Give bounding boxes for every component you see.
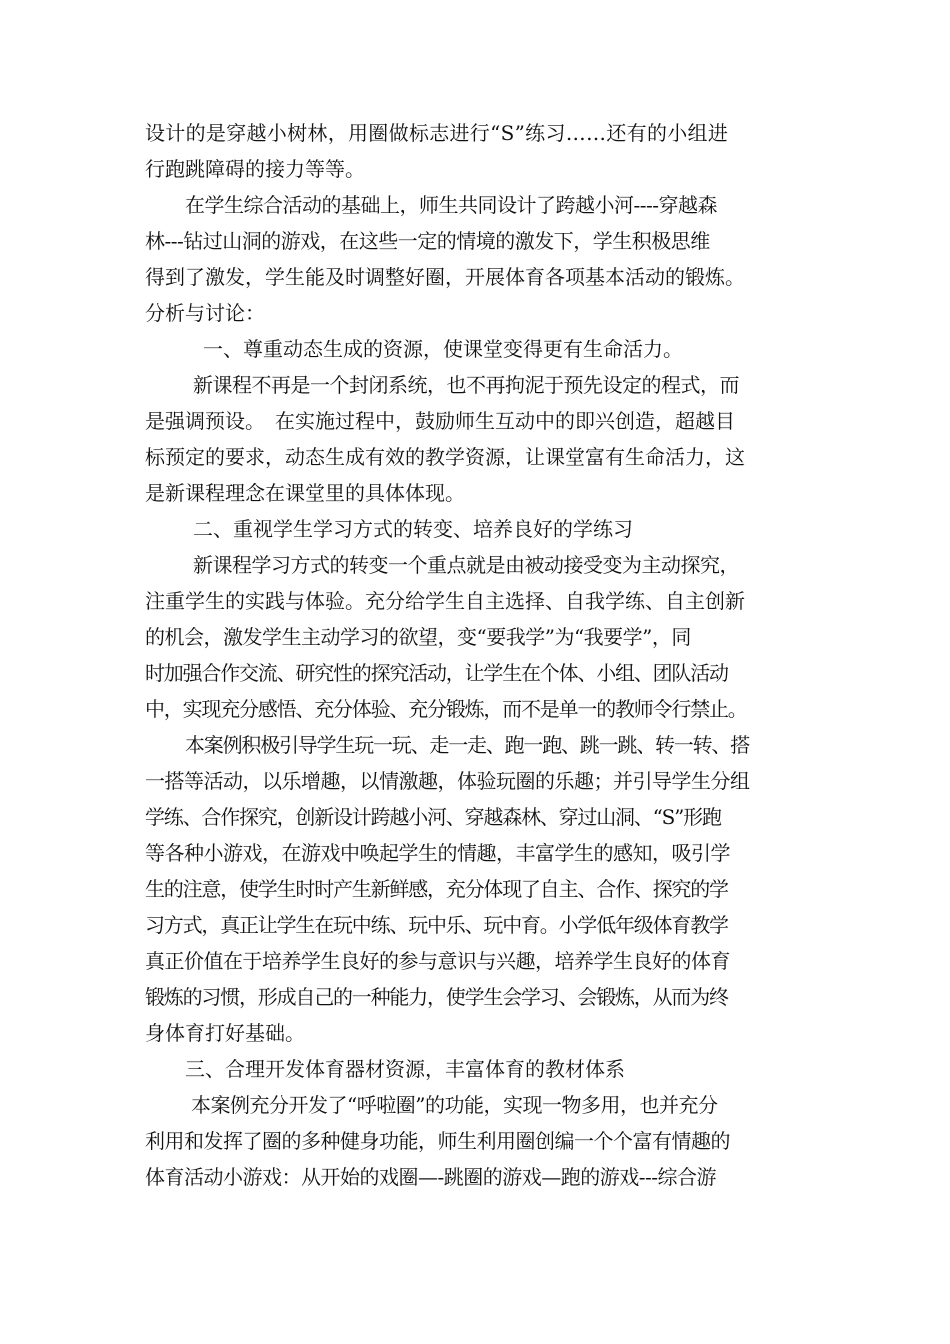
section-label: 分析与讨论： — [145, 301, 265, 325]
text-line: 身体育打好基础。 — [145, 1021, 305, 1045]
section-heading: 三、合理开发体育器材资源，丰富体育的教材体系 — [185, 1057, 625, 1081]
text-line: 习方式，真正让学生在玩中练、玩中乐、玩中育。小学低年级体育教学 — [145, 913, 728, 937]
text-line: 行跑跳障碍的接力等等。 — [145, 157, 365, 181]
text-line: 学练、合作探究，创新设计跨越小河、穿越森林、穿过山洞、“S”形跑 — [145, 805, 721, 829]
paragraph-first-line: 新课程不再是一个封闭系统，也不再拘泥于预先设定的程式，而 — [193, 373, 739, 397]
paragraph-first-line: 本案例充分开发了“呼啦圈”的功能，实现一物多用，也并充分 — [191, 1093, 718, 1117]
text-line: 注重学生的实践与体验。充分给学生自主选择、自我学练、自主创新 — [145, 589, 745, 613]
section-heading: 二、重视学生学习方式的转变、培养良好的学练习 — [193, 517, 633, 541]
text-line: 中，实现充分感悟、充分体验、充分锻炼，而不是单一的教师令行禁止。 — [145, 697, 747, 721]
text-line: 生的注意，使学生时时产生新鲜感，充分体现了自主、合作、探究的学 — [145, 877, 728, 901]
text-line: 锻炼的习惯，形成自己的一种能力，使学生会学习、会锻炼，从而为终 — [145, 985, 728, 1009]
text-line: 林---钻过山洞的游戏，在这些一定的情境的激发下，学生积极思维 — [145, 229, 710, 253]
paragraph-first-line: 在学生综合活动的基础上，师生共同设计了跨越小河----穿越森 — [185, 193, 718, 217]
paragraph-first-line: 本案例积极引导学生玩一玩、走一走、跑一跑、跳一跳、转一转、搭 — [185, 733, 749, 757]
text-line: 设计的是穿越小树林，用圈做标志进行“S”练习……还有的小组进 — [145, 121, 729, 145]
paragraph-first-line: 新课程学习方式的转变一个重点就是由被动接受变为主动探究， — [193, 553, 739, 577]
section-heading: 一、尊重动态生成的资源，使课堂变得更有生命活力。 — [203, 337, 683, 361]
text-line: 是新课程理念在课堂里的具体体现。 — [145, 481, 465, 505]
text-line: 一搭等活动，以乐增趣，以情激趣，体验玩圈的乐趣；并引导学生分组 — [145, 769, 750, 793]
text-line: 时加强合作交流、研究性的探究活动，让学生在个体、小组、团队活动 — [145, 661, 728, 685]
text-line: 等各种小游戏，在游戏中唤起学生的情趣，丰富学生的感知，吸引学 — [145, 841, 730, 865]
text-line: 是强调预设。 在实施过程中，鼓励师生互动中的即兴创造，超越目 — [145, 409, 735, 433]
document-body — [145, 115, 815, 1195]
text-line: 体育活动小游戏：从开始的戏圈—-跳圈的游戏—跑的游戏---综合游 — [145, 1165, 717, 1189]
text-line: 的机会，激发学生主动学习的欲望，变“要我学”为“我要学”，同 — [145, 625, 691, 649]
text-line: 得到了激发，学生能及时调整好圈，开展体育各项基本活动的锻炼。 — [145, 265, 745, 289]
text-line: 真正价值在于培养学生良好的参与意识与兴趣，培养学生良好的体育 — [145, 949, 730, 973]
text-line: 利用和发挥了圈的多种健身功能，师生利用圈创编一个个富有情趣的 — [145, 1129, 730, 1153]
text-line: 标预定的要求，动态生成有效的教学资源，让课堂富有生命活力，这 — [145, 445, 745, 469]
